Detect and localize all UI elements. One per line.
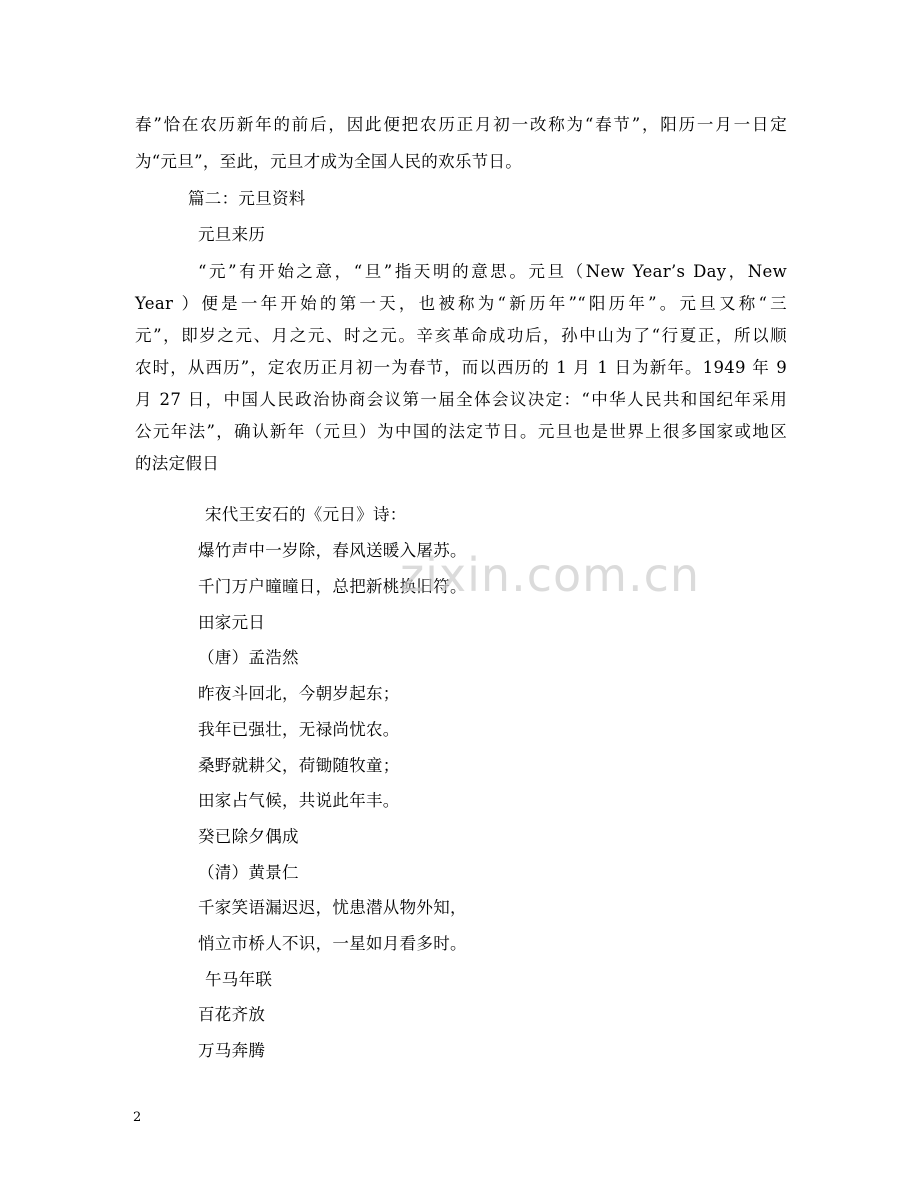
page-number: 2 bbox=[133, 1110, 142, 1125]
section-heading: 篇二：元旦资料 bbox=[188, 189, 306, 208]
poem-author: （清）黄景仁 bbox=[198, 863, 299, 882]
couplet-title: 午马年联 bbox=[205, 970, 273, 989]
subheading: 元旦来历 bbox=[198, 225, 266, 244]
poem-line: 千门万户曈曈日，总把新桃换旧符。 bbox=[198, 577, 467, 596]
poem-line: 爆竹声中一岁除，春风送暖入屠苏。 bbox=[198, 541, 467, 560]
paragraph-line: 为“元旦”，至此，元旦才成为全国人民的欢乐节日。 bbox=[135, 152, 523, 171]
watermark: zixin.com.cn bbox=[400, 548, 701, 602]
couplet-line: 万马奔腾 bbox=[198, 1041, 266, 1060]
paragraph-line: “元”有开始之意，“旦”指天明的意思。元旦（New Year’s Day，New bbox=[198, 262, 787, 281]
poem-title: 癸已除夕偶成 bbox=[198, 827, 299, 846]
poem-line: 田家占气候，共说此年丰。 bbox=[198, 791, 400, 810]
poem-line: 昨夜斗回北，今朝岁起东； bbox=[198, 684, 400, 703]
paragraph-line: 的法定假日 bbox=[135, 454, 219, 473]
poem-line: 桑野就耕父，荷锄随牧童； bbox=[198, 756, 400, 775]
paragraph-line: 月 27 日，中国人民政治协商会议第一届全体会议决定：“中华人民共和国纪年采用 bbox=[135, 390, 787, 409]
paragraph-line: 农时，从西历”，定农历正月初一为春节，而以西历的 1 月 1 日为新年。1949 年 9 bbox=[135, 358, 787, 377]
paragraph-line: 元”，即岁之元、月之元、时之元。辛亥革命成功后，孙中山为了“行夏正，所以顺 bbox=[135, 326, 787, 345]
poem-line: 我年已强壮，无禄尚忧农。 bbox=[198, 720, 400, 739]
paragraph-line: 公元年法”，确认新年（元旦）为中国的法定节日。元旦也是世界上很多国家或地区 bbox=[135, 422, 787, 441]
paragraph-line: Year ）便是一年开始的第一天，也被称为“新历年”“阳历年”。元旦又称“三 bbox=[135, 294, 787, 313]
poem-line: 悄立市桥人不识，一星如月看多时。 bbox=[198, 934, 467, 953]
poem-intro: 宋代王安石的《元日》诗： bbox=[205, 505, 407, 524]
couplet-line: 百花齐放 bbox=[198, 1005, 266, 1024]
paragraph-line: 春”恰在农历新年的前后，因此便把农历正月初一改称为“春节”，阳历一月一日定 bbox=[135, 115, 787, 134]
poem-line: 千家笑语漏迟迟，忧患潜从物外知， bbox=[198, 898, 467, 917]
poem-author: （唐）孟浩然 bbox=[198, 648, 299, 667]
poem-title: 田家元日 bbox=[198, 613, 266, 632]
